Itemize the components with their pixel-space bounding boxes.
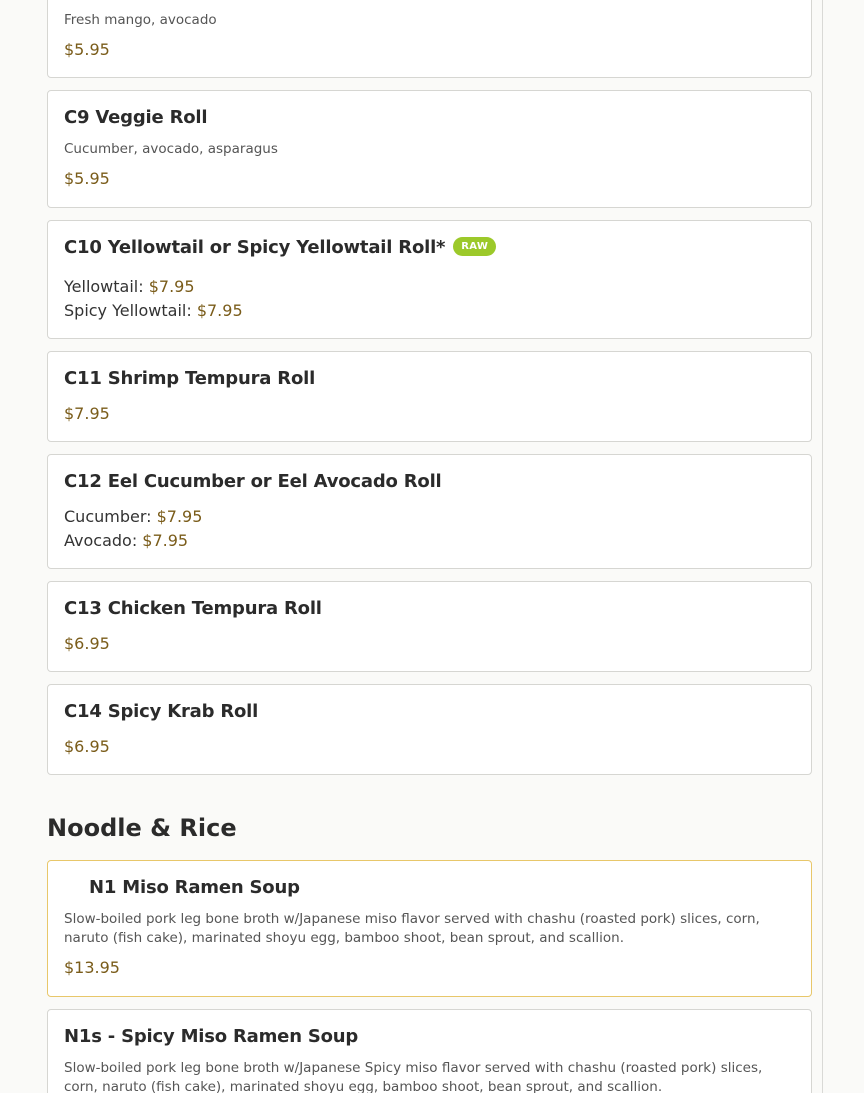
menu-column [47,0,812,1093]
item-title: C11 Shrimp Tempura Roll [64,368,316,389]
item-title: C14 Spicy Krab Roll [64,701,259,722]
option-label: Yellowtail: [64,277,149,296]
menu-item-n1s[interactable] [47,1009,812,1093]
menu-item-n1[interactable] [47,860,812,997]
option-label: Avocado: [64,531,143,550]
menu-item-c8[interactable] [47,0,812,78]
item-price: $6.95 [64,737,110,756]
item-title: C13 Chicken Tempura Roll [64,598,322,619]
option-price: $7.95 [148,277,195,296]
menu-item-c12[interactable] [47,454,812,569]
item-title: C9 Veggie Roll [64,107,208,128]
option-label: Cucumber: [64,507,157,526]
option-price: $7.95 [142,531,189,550]
menu-item-c14[interactable] [47,684,812,775]
item-price: $13.95 [64,958,120,977]
item-title-text: C10 Yellowtail or Spicy Yellowtail Roll* [64,237,446,258]
option-label: Spicy Yellowtail: [64,301,197,320]
menu-item-c11[interactable] [47,351,812,442]
item-option [64,301,243,320]
item-option [64,531,188,550]
section-title-noodle-rice: Noodle & Rice [47,814,237,842]
raw-badge: RAW [453,237,496,256]
item-title: N1s - Spicy Miso Ramen Soup [64,1026,359,1047]
item-price: $7.95 [64,404,110,423]
item-title [64,237,496,258]
item-option [64,277,195,296]
item-title: C12 Eel Cucumber or Eel Avocado Roll [64,471,442,492]
item-description: Cucumber, avocado, asparagus [64,141,278,157]
option-price: $7.95 [196,301,243,320]
item-price: $6.95 [64,634,110,653]
item-description: Slow-boiled pork leg bone broth w/Japanese Spicy miso flavor served with chashu (roasted pork) slices, corn, naruto (fish cake), marinated shoyu egg, bamboo shoot, bean sprout, and scallion. [64,1060,763,1093]
right-divider [822,0,823,1093]
item-description: Fresh mango, avocado [64,12,217,28]
item-title: N1 Miso Ramen Soup [89,877,300,898]
menu-item-c10[interactable] [47,220,812,339]
menu-item-c9[interactable] [47,90,812,208]
item-description: Slow-boiled pork leg bone broth w/Japanese miso flavor served with chashu (roasted pork) slices, corn, naruto (fish cake), marinated shoyu egg, bamboo shoot, bean sprout, and scallion. [64,911,760,946]
item-option [64,507,202,526]
item-price: $5.95 [64,40,110,59]
option-price: $7.95 [156,507,203,526]
menu-item-c13[interactable] [47,581,812,672]
item-price: $5.95 [64,169,110,188]
